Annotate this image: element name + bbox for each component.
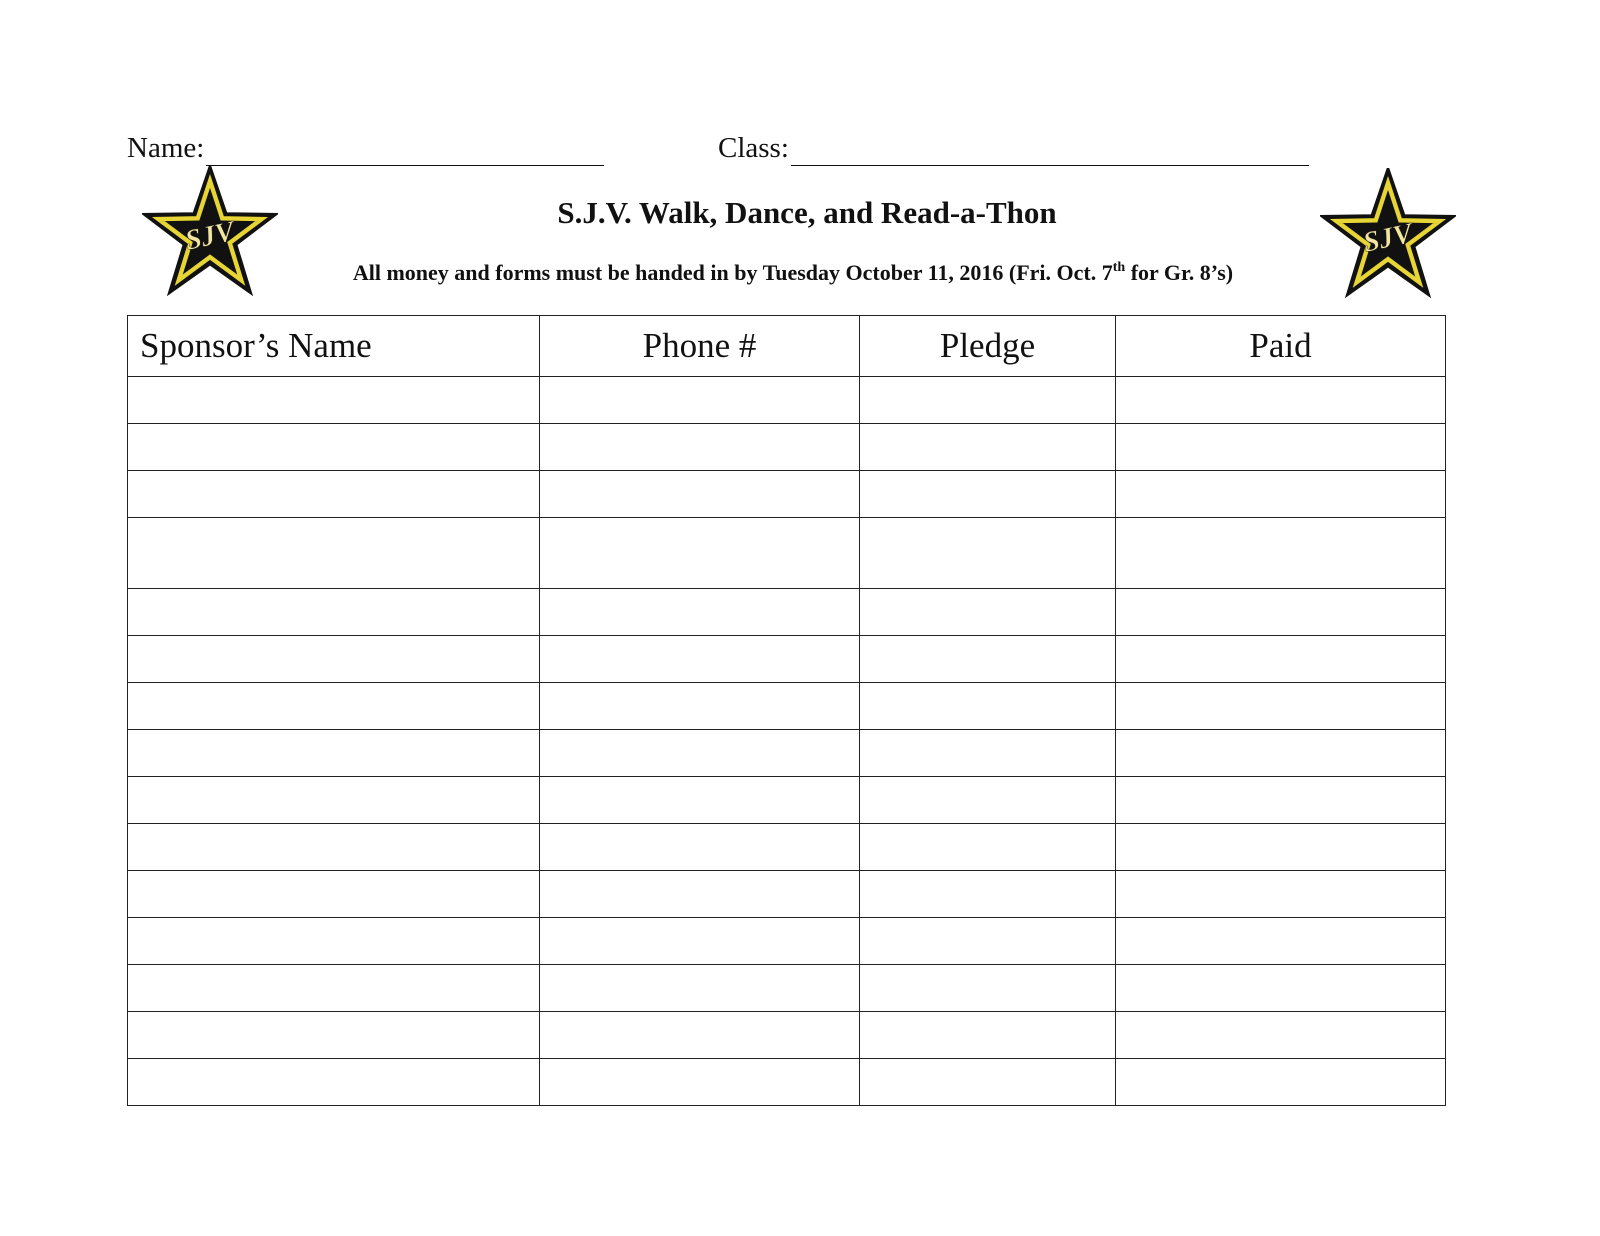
name-label: Name: (127, 132, 205, 164)
sponsor-name-cell[interactable] (128, 918, 540, 965)
sponsor-name-cell[interactable] (128, 424, 540, 471)
table-row (128, 871, 1446, 918)
phone-cell[interactable] (540, 636, 860, 683)
paid-cell[interactable] (1116, 424, 1446, 471)
table-row (128, 824, 1446, 871)
paid-cell[interactable] (1116, 918, 1446, 965)
phone-cell[interactable] (540, 683, 860, 730)
phone-cell[interactable] (540, 471, 860, 518)
paid-cell[interactable] (1116, 871, 1446, 918)
sponsor-table (127, 315, 1446, 1106)
pledge-cell[interactable] (860, 1012, 1116, 1059)
column-header-sponsor-name: Sponsor’s Name (128, 316, 540, 377)
class-field (718, 130, 1309, 166)
table-row (128, 730, 1446, 777)
pledge-cell[interactable] (860, 965, 1116, 1012)
pledge-cell[interactable] (860, 636, 1116, 683)
sponsor-name-cell[interactable] (128, 824, 540, 871)
sponsor-name-cell[interactable] (128, 683, 540, 730)
phone-cell[interactable] (540, 1012, 860, 1059)
phone-cell[interactable] (540, 730, 860, 777)
paid-cell[interactable] (1116, 965, 1446, 1012)
pledge-cell[interactable] (860, 824, 1116, 871)
table-header-row (128, 316, 1446, 377)
pledge-cell[interactable] (860, 424, 1116, 471)
table-body (128, 377, 1446, 1106)
table-row (128, 636, 1446, 683)
pledge-cell[interactable] (860, 871, 1116, 918)
sponsor-name-cell[interactable] (128, 636, 540, 683)
sponsor-name-cell[interactable] (128, 871, 540, 918)
table-row (128, 1059, 1446, 1106)
sponsor-name-cell[interactable] (128, 1012, 540, 1059)
pledge-cell[interactable] (860, 589, 1116, 636)
pledge-cell[interactable] (860, 683, 1116, 730)
phone-cell[interactable] (540, 1059, 860, 1106)
paid-cell[interactable] (1116, 518, 1446, 589)
paid-cell[interactable] (1116, 683, 1446, 730)
sponsor-name-cell[interactable] (128, 730, 540, 777)
phone-cell[interactable] (540, 777, 860, 824)
paid-cell[interactable] (1116, 777, 1446, 824)
pledge-cell[interactable] (860, 777, 1116, 824)
pledge-cell[interactable] (860, 518, 1116, 589)
phone-cell[interactable] (540, 918, 860, 965)
paid-cell[interactable] (1116, 589, 1446, 636)
paid-cell[interactable] (1116, 471, 1446, 518)
table-row (128, 965, 1446, 1012)
logo-right-text: SJV (1360, 218, 1416, 259)
table-row (128, 589, 1446, 636)
pledge-cell[interactable] (860, 471, 1116, 518)
pledge-cell[interactable] (860, 918, 1116, 965)
class-label: Class: (718, 132, 789, 164)
sponsor-name-cell[interactable] (128, 777, 540, 824)
sponsor-name-cell[interactable] (128, 518, 540, 589)
deadline-notice (0, 258, 1600, 288)
sponsor-name-cell[interactable] (128, 377, 540, 424)
paid-cell[interactable] (1116, 1012, 1446, 1059)
phone-cell[interactable] (540, 824, 860, 871)
name-field (127, 130, 604, 166)
form-title-text: S.J.V. Walk, Dance, and Read-a-Thon (557, 195, 1057, 230)
paid-cell[interactable] (1116, 377, 1446, 424)
sponsor-name-cell[interactable] (128, 965, 540, 1012)
phone-cell[interactable] (540, 965, 860, 1012)
column-header-pledge: Pledge (860, 316, 1116, 377)
paid-cell[interactable] (1116, 1059, 1446, 1106)
form-title (0, 193, 1600, 233)
sponsor-name-cell[interactable] (128, 589, 540, 636)
phone-cell[interactable] (540, 424, 860, 471)
deadline-superscript: th (1112, 259, 1126, 275)
pledge-cell[interactable] (860, 1059, 1116, 1106)
name-blank-line[interactable] (206, 133, 604, 166)
table-row (128, 683, 1446, 730)
sponsor-name-cell[interactable] (128, 471, 540, 518)
deadline-text-end: for Gr. 8’s) (1125, 260, 1234, 285)
phone-cell[interactable] (540, 518, 860, 589)
pledge-cell[interactable] (860, 730, 1116, 777)
pledge-cell[interactable] (860, 377, 1116, 424)
paid-cell[interactable] (1116, 636, 1446, 683)
table-row (128, 777, 1446, 824)
table-row (128, 518, 1446, 589)
table-row (128, 424, 1446, 471)
paid-cell[interactable] (1116, 824, 1446, 871)
table-row (128, 471, 1446, 518)
column-header-phone: Phone # (540, 316, 860, 377)
logo-left-text: SJV (182, 216, 238, 257)
paid-cell[interactable] (1116, 730, 1446, 777)
table-row (128, 377, 1446, 424)
table-row (128, 1012, 1446, 1059)
phone-cell[interactable] (540, 589, 860, 636)
phone-cell[interactable] (540, 377, 860, 424)
phone-cell[interactable] (540, 871, 860, 918)
sponsor-name-cell[interactable] (128, 1059, 540, 1106)
class-blank-line[interactable] (791, 133, 1309, 166)
table-row (128, 918, 1446, 965)
deadline-text-main: All money and forms must be handed in by Tuesday October 11, 2016 (Fri. Oct. 7 (352, 260, 1113, 285)
column-header-paid: Paid (1116, 316, 1446, 377)
